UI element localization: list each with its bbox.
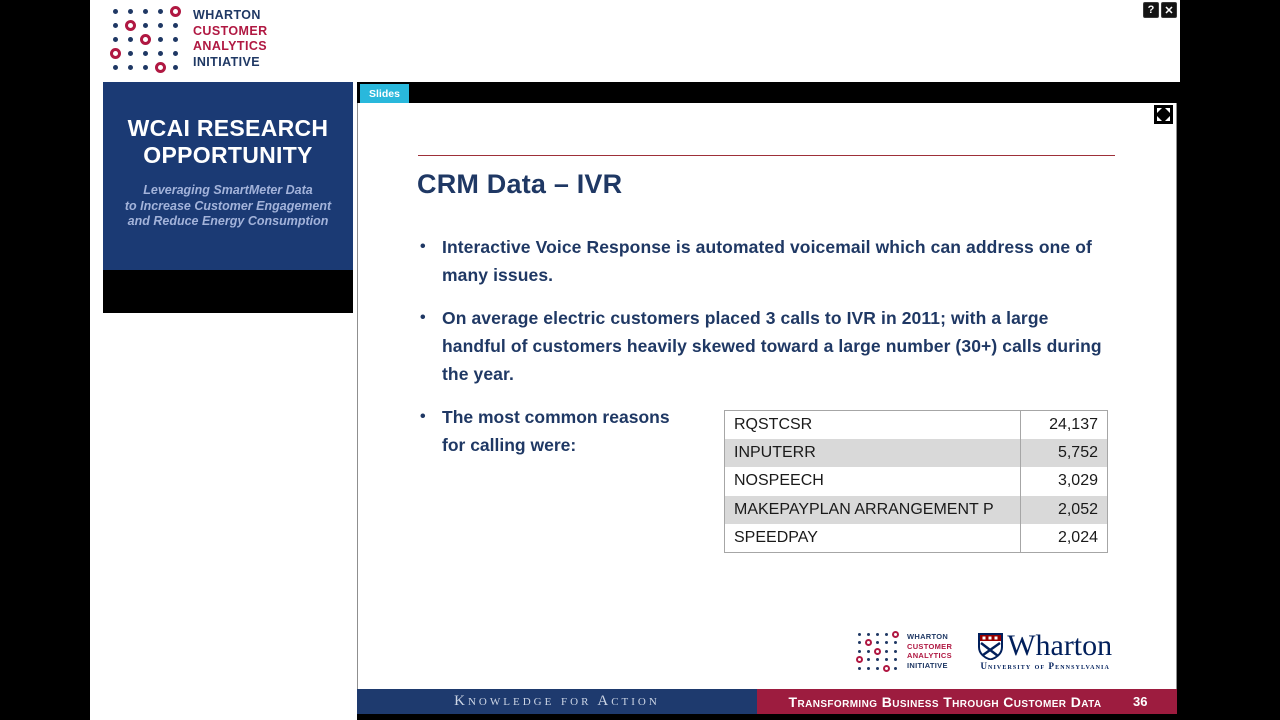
sidebar [90,82,357,720]
table-row [725,524,1108,552]
wcai-dots-icon [108,4,183,74]
tab-bar [357,82,1177,103]
thumbnail-letterbox [103,270,353,313]
slide-title: CRM Data – IVR [417,169,623,199]
slide-page-number: 36 [1133,694,1148,709]
bullet-dot: • [420,238,426,255]
wharton-subtext: University of Pennsylvania [980,660,1110,671]
table-row [725,496,1108,524]
bullet-text: On average electric customers placed 3 calls to IVR in 2011; with a large handful of customers heavily skewed toward a large number (30+) calls during the year. [442,308,1102,384]
call-reasons-table [724,410,1108,553]
count-cell: 2,024 [1057,529,1098,546]
reason-cell: INPUTERR [725,439,1021,467]
thumbnail-subtitle: Leveraging SmartMeter Data to Increase Customer Engagement and Reduce Energy Consumption [124,183,332,228]
bullet-item [420,233,1117,289]
bullet-dot: • [420,309,426,326]
logo-line: INITIATIVE [907,660,948,670]
reason-cell: RQSTCSR [725,411,1021,439]
wcai-logo-text [907,632,952,670]
thumbnail-title: WCAI RESEARCH OPPORTUNITY [127,115,329,168]
wcai-dots-icon [855,630,900,673]
logo-line: WHARTON [193,8,261,22]
table-row [725,467,1108,495]
wcai-header-logo [108,4,268,74]
tab-slides[interactable]: Slides [360,84,409,103]
reason-cell: SPEEDPAY [725,524,1021,552]
bullet-text: Interactive Voice Response is automated voicemail which can address one of many issues. [442,237,1092,285]
wharton-wordmark: Wharton [1007,628,1113,662]
reason-cell: MAKEPAYPLAN ARRANGEMENT P [725,496,1021,524]
wcai-logo-text [193,8,268,70]
slide-footer-bars [357,689,1177,714]
count-cell: 3,029 [1057,472,1098,490]
slide-footer-logos [855,630,1112,673]
wcai-footer-logo [855,630,952,673]
slide-thumbnail[interactable] [103,82,353,270]
count-cell: 2,052 [1057,500,1098,518]
bullet-text: The most common reasons for calling were: [442,407,670,455]
footer-right-text: Transforming Business Through Customer Data [788,693,1102,710]
title-rule [418,155,1115,156]
bullet-item [420,304,1117,388]
count-cell: 5,752 [1057,444,1098,462]
logo-line: CUSTOMER [907,641,953,651]
logo-line: ANALYTICS [907,651,952,661]
footer-knowledge-bar [357,689,757,714]
slide-canvas [357,103,1177,689]
top-bar [90,0,1180,82]
call-reasons-table-body [725,411,1108,553]
bullet-dot: • [420,408,426,425]
reason-cell: NOSPEECH [725,467,1021,495]
logo-line: CUSTOMER [193,23,268,38]
logo-line: WHARTON [907,632,949,642]
table-row [725,411,1108,439]
footer-banner-bar [757,689,1177,714]
table-row [725,439,1108,467]
expand-icon [1157,108,1170,121]
main-area [357,82,1177,714]
help-button[interactable]: ? [1143,2,1159,18]
bullet-item [420,403,710,459]
wharton-logo [978,628,1113,671]
fullscreen-button[interactable] [1154,105,1173,124]
count-cell: 24,137 [1049,415,1098,433]
logo-line: ANALYTICS [193,39,267,53]
logo-line: INITIATIVE [193,54,260,69]
footer-left-text: Knowledge for Action [454,693,660,709]
wharton-shield-icon [978,633,1003,660]
close-button[interactable]: ✕ [1161,2,1177,18]
bullet-list [420,233,1117,403]
